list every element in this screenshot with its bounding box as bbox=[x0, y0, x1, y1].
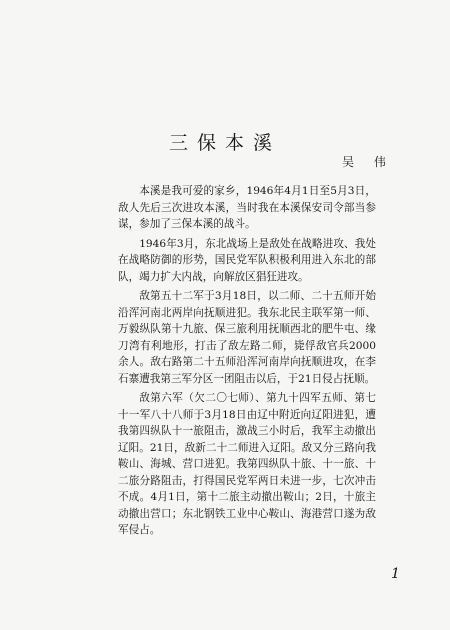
page-number: 1 bbox=[391, 566, 400, 582]
article-title: 三保本溪 bbox=[168, 132, 281, 154]
paragraph: 1946年3月，东北战场上是敌处在战略进攻、我处在战略防御的形势，国民党军队积极利用进入东北的部队，竭力扩大内战，向解放区猖狂进攻。 bbox=[118, 237, 376, 283]
author-name: 吴 伟 bbox=[342, 155, 394, 169]
paragraph: 敌第五十二军于3月18日，以二师、二十五师开始沿浑河南北两岸向抚顺进犯。我东北民主联军第一师、万毅纵队第十九旅、保三旅利用抚顺西北的肥牛屯、缘刀湾有利地形，打击了敌左路二师，毙俘敌官兵2000余人。敌右路第二十五师沿浑河南岸向抚顺进攻，在李石寨遭我第三军分区一团阻击以后，于21日侵占抚顺。 bbox=[118, 290, 376, 385]
paragraph: 本溪是我可爱的家乡，1946年4月1日至5月3日，敌人先后三次进攻本溪，当时我在本溪保安司令部当参谋，参加了三保本溪的战斗。 bbox=[118, 185, 376, 230]
article-body bbox=[118, 183, 376, 542]
paragraph: 敌第六军（欠二〇七师）、第九十四军五师、第七十一军八十八师于3月18日由辽中附近向辽阳进犯，遭我第四纵队十一旅阻击，激战三小时后，我军主动撤出辽阳。21日，敌新二十二师进入辽阳。敌又分三路向我鞍山、海城、营口进犯。我第四纵队十旅、十一旅、十二旅分路阻击，打得国民党军两日未进一步，七次冲击不成。4月1日，第十二旅主动撤出鞍山；2日，十旅主动撤出营口；东北钢铁工业中心鞍山、海港营口遂为敌军侵占。 bbox=[118, 392, 376, 536]
